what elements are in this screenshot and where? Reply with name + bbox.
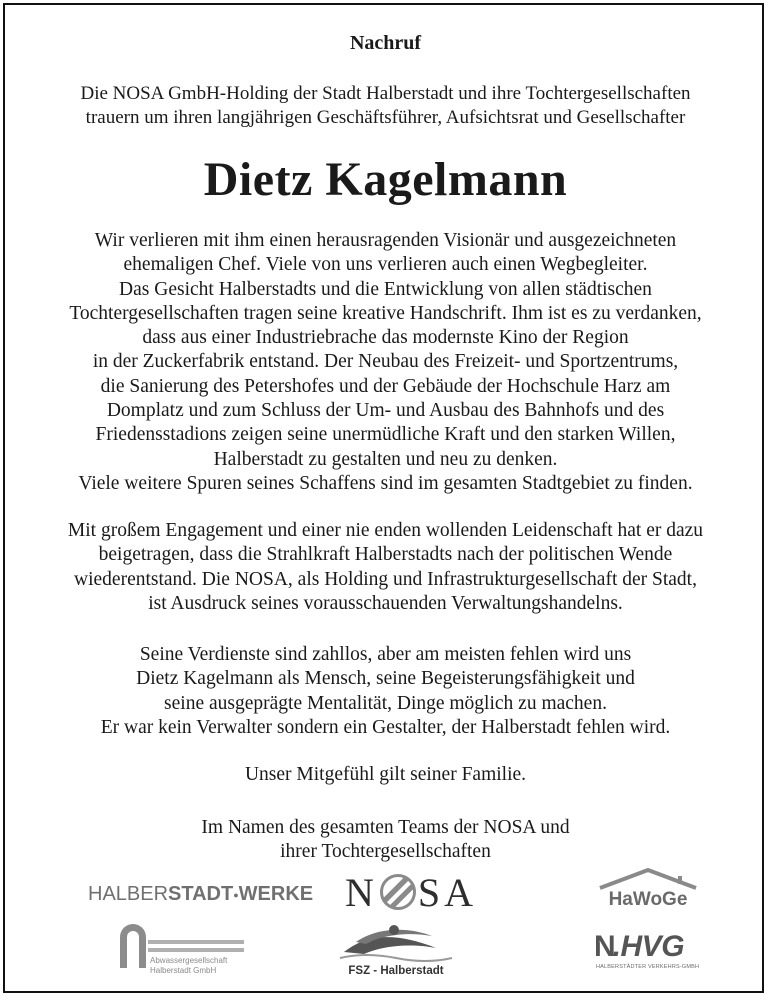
text-line: seine ausgeprägte Mentalität, Dinge möglich zu machen. — [164, 692, 607, 714]
text-line: Halberstadt zu gestalten und neu zu denken. — [213, 448, 558, 470]
paragraph-2 — [0, 519, 771, 616]
swimmer-icon — [336, 922, 456, 962]
logo-text: FSZ - Halberstadt — [348, 965, 444, 977]
nosa-swoosh-icon — [380, 874, 416, 910]
logo-text: HALBER — [88, 883, 169, 905]
text-line: Unser Mitgefühl gilt seiner Familie. — [244, 764, 527, 785]
logo-text: STADT — [168, 883, 234, 905]
paragraph-4 — [0, 763, 771, 787]
logo-text: SA — [417, 870, 478, 915]
logo-subtext: HALBERSTÄDTER VERKEHRS-GMBH — [596, 964, 700, 970]
logo-text: N — [345, 870, 378, 915]
text-line: Dietz Kagelmann als Mensch, seine Begeisterungsfähigkeit und — [136, 668, 635, 690]
hvg-logo — [594, 930, 706, 980]
logo-text: Halberstadt GmbH — [150, 966, 217, 975]
halberstadt-werke-logo: HALBERSTADT●WERKE — [88, 883, 314, 905]
logo-text: HVG — [620, 930, 685, 963]
text-line: Er war kein Verwalter sondern ein Gestalter, der Halberstadt fehlen wird. — [100, 716, 671, 738]
hawoge-logo — [596, 866, 700, 916]
text-line: Viele weitere Spuren seines Schaffens sind im gesamten Stadtgebiet zu finden. — [78, 472, 693, 494]
paragraph-3 — [0, 643, 771, 740]
text-line: Wir verlieren mit ihm einen herausragenden Visionär und ausgezeichneten — [94, 230, 677, 251]
text-line: ehemaligen Chef. Viele von uns verlieren auch einen Wegbegleiter. — [123, 254, 648, 276]
text-line: beigetragen, dass die Strahlkraft Halberstadts nach der politischen Wende — [98, 544, 673, 566]
closing-line: ihrer Tochtergesellschaften — [280, 841, 491, 863]
logo-text: HaWoGe — [608, 889, 688, 910]
abwassergesellschaft-logo — [120, 922, 250, 978]
fsz-logo — [336, 922, 456, 980]
intro-line: trauern um ihren langjährigen Geschäftsführer, Aufsichtsrat und Gesellschafter — [85, 107, 686, 128]
paragraph-1 — [0, 229, 771, 496]
logo-text: WERKE — [238, 883, 314, 905]
text-line: Tochtergesellschaften tragen seine kreative Handschrift. Ihm ist es zu verdanken, — [69, 302, 702, 324]
text-line: Domplatz und zum Schluss der Um- und Ausbau des Bahnhofs und des — [106, 400, 665, 422]
text-line: dass aus einer Industriebrache das modernste Kino der Region — [142, 327, 629, 349]
text-line: ist Ausdruck seines vorausschauenden Verwaltungshandelns. — [148, 592, 623, 614]
closing-line: Im Namen des gesamten Teams der NOSA und — [201, 817, 570, 838]
text-line: die Sanierung des Petershofes und der Gebäude der Hochschule Harz am — [100, 375, 671, 397]
intro-line: Die NOSA GmbH-Holding der Stadt Halberstadt und ihre Tochtergesellschaften — [80, 83, 691, 104]
notice-heading: Nachruf — [349, 32, 422, 54]
arch-icon — [120, 924, 146, 968]
text-line: wiederentstand. Die NOSA, als Holding und Infrastrukturgesellschaft der Stadt, — [74, 568, 697, 590]
intro-text — [0, 82, 771, 130]
logo-text: N.HVG — [594, 930, 685, 963]
text-line: Mit großem Engagement und einer nie enden wollenden Leidenschaft hat er dazu — [67, 520, 704, 541]
logo-text: Abwassergesellschaft — [150, 956, 228, 965]
closing-signature — [0, 816, 771, 865]
text-line: Seine Verdienste sind zahllos, aber am meisten fehlen wird uns — [139, 644, 632, 665]
deceased-name: Dietz Kagelmann — [203, 153, 568, 206]
nosa-logo — [345, 868, 485, 918]
text-line: Friedensstadions zeigen seine unermüdliche Kraft und den starken Willen, — [95, 424, 676, 446]
text-line: in der Zuckerfabrik entstand. Der Neubau des Freizeit- und Sportzentrums, — [92, 351, 679, 373]
text-line: Das Gesicht Halberstadts und die Entwicklung von allen städtischen — [119, 278, 652, 300]
